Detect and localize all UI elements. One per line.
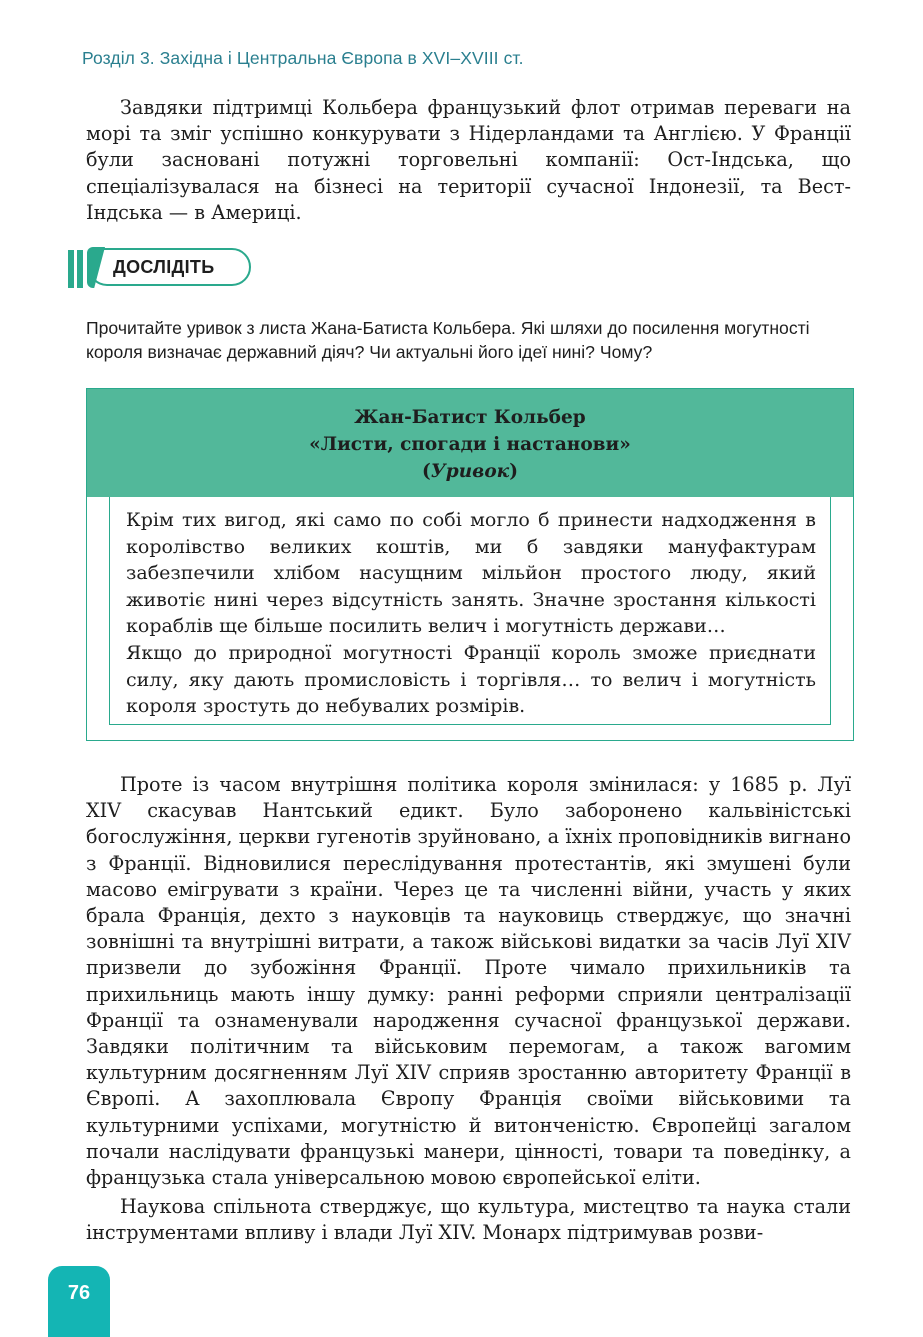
source-text	[109, 497, 831, 725]
running-head: Розділ 3. Західна і Центральна Європа в XVI–XVIII ст.	[82, 48, 524, 68]
page-number: 76	[67, 1282, 91, 1304]
body-paragraph-1: Завдяки підтримці Кольбера французький флот отримав переваги на морі та зміг успішно конкурувати з Нідерландами та Англією. У Франції були засновані потужні торговельні компанії: Ост-Індська, що спеціалізувалася на бізнесі на території сучасної Індонезії, та Вест-Індська — в Америці.	[86, 96, 851, 224]
source-excerpt-label: (Уривок)	[422, 461, 518, 482]
source-text-2: Якщо до природної могутності Франції король зможе приєднати силу, яку дають промисловість і торгівля… то велич і могутність короля зростуть до небувалих розмірів.	[126, 641, 816, 718]
accent-bar-icon	[77, 250, 83, 288]
accent-bar-icon	[68, 250, 74, 288]
research-heading	[68, 248, 258, 290]
source-work-title: «Листи, спогади і настанови»	[309, 434, 631, 455]
source-author: Жан-Батист Кольбер	[354, 407, 586, 428]
source-text-1: Крім тих вигод, які само по собі могло б принести надходження в королівство великих коштів, ми б завдяки мануфактурам забезпечили хлібом насущним мільйон простого люду, який животіє нині через відсутність занять. Значне зростання кількості кораблів ще більше посилить велич і могутність держави…	[126, 509, 816, 638]
source-header	[87, 389, 853, 497]
research-label: ДОСЛІДІТЬ	[113, 257, 215, 277]
page-number-tab	[48, 1266, 110, 1337]
body-paragraph-2: Проте із часом внутрішня політика короля змінилася: у 1685 р. Луї XIV скасував Нантський едикт. Було заборонено кальвіністські богослужіння, церкви гугенотів зруйновано, а їхніх проповідників вигнано з Франції. Відновилися переслідування протестантів, які змушені були масово емігрувати з країни. Через це та численні війни, участь у яких брала Франція, дехто з науковців та науковиць стверджує, що значні зовнішні та внутрішні витрати, а також військові видатки за часів Луї XIV призвели до зубожіння Франції. Проте чимало прихильників та прихильниць мають іншу думку: ранні реформи сприяли централізації Франції та ознаменували народження сучасної французької держави. Завдяки політичним та військовим перемогам, а також вагомим культурним досягненням Луї XIV сприяв зростанню авторитету Франції в Європі. А захоплювала Європу Франція своїми військовими та культурними успіхами, могутністю й витонченістю. Європейці загалом почали наслідувати французькі манери, цінності, товари та поведінку, а французька стала універсальною мовою європейської еліти.	[86, 773, 851, 1190]
source-box	[86, 388, 854, 741]
body-paragraph-3: Наукова спільнота стверджує, що культура, мистецтво та наука стали інструментами впливу і влади Луї XIV. Монарх підтримував розви-	[86, 1195, 851, 1245]
research-task: Прочитайте уривок з листа Жана-Батиста Кольбера. Які шляхи до посилення могутності короля визначає державний діяч? Чи актуальні його ідеї нині? Чому?	[86, 318, 810, 362]
